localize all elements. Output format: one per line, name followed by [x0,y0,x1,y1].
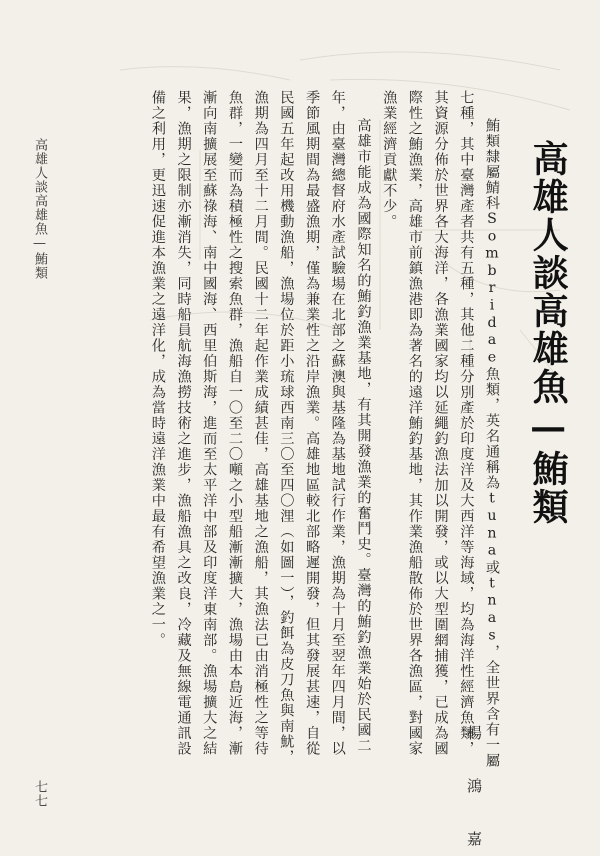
paragraph-2: 高雄市能成為國際知名的鮪釣漁業基地，有其開發漁業的奮鬥史。臺灣的鮪釣漁業始於民國二年，由臺灣總督府水產試驗場在北部之蘇澳與基隆為基地試行作業，漁期為十月至翌年四月間，以季節風期間為最盛漁期，僅為兼業性之沿岸漁業。高雄地區較北部略遲開發，但其發展甚速，自從民國五年起改用機動漁船，漁場位於距小琉球西南三〇至四〇浬（如圖一），釣餌為皮刀魚與南魷，漁期為四月至十二月間。民國十二年起作業成績甚佳，高雄基地之漁船，其漁法已由消極性之等待魚群，一變而為積極性之搜索魚群，漁船自一〇至二〇噸之小型船漸漸擴大，漁場由本島近海，漸漸向南擴展至蘇祿海、南中國海、西里伯斯海，進而至太平洋中部及印度洋東南部。漁場擴大之結果，漁期之限制亦漸消失，同時船員航海漁撈技術之進步，漁船漁具之改良，冷藏及無線電通訊設備之利用，更迅速促進本漁業之遠洋化，成為當時遠洋漁業中最有希望漁業之一。 [149,90,372,765]
running-header: 高雄人談高雄魚—鮪類 [32,138,47,280]
article-title: 高雄人談高雄魚—鮪類 [527,140,570,526]
paragraph-1: 鮪類隸屬鯖科Sombridae魚類，英名通稱為tuna或tnas，全世界含有一屬七種，其中臺灣產者共有五種，其他二種分別產於印度洋及大西洋等海域，均為海洋性經濟魚類，其資源分佈於世界各大海洋，各漁業國家均以延繩釣漁法加以開發，或以大型圍網捕獲，已成為國際性之鮪漁業，高雄市前鎮漁港即為著名的遠洋鮪釣基地，其作業漁船散佈於世界各漁區，對國家漁業經濟貢獻不少。 [381,90,500,769]
article-body [144,90,504,770]
article-author: 楊 鴻 嘉 [465,725,483,856]
page-number: 七七 [32,780,47,808]
